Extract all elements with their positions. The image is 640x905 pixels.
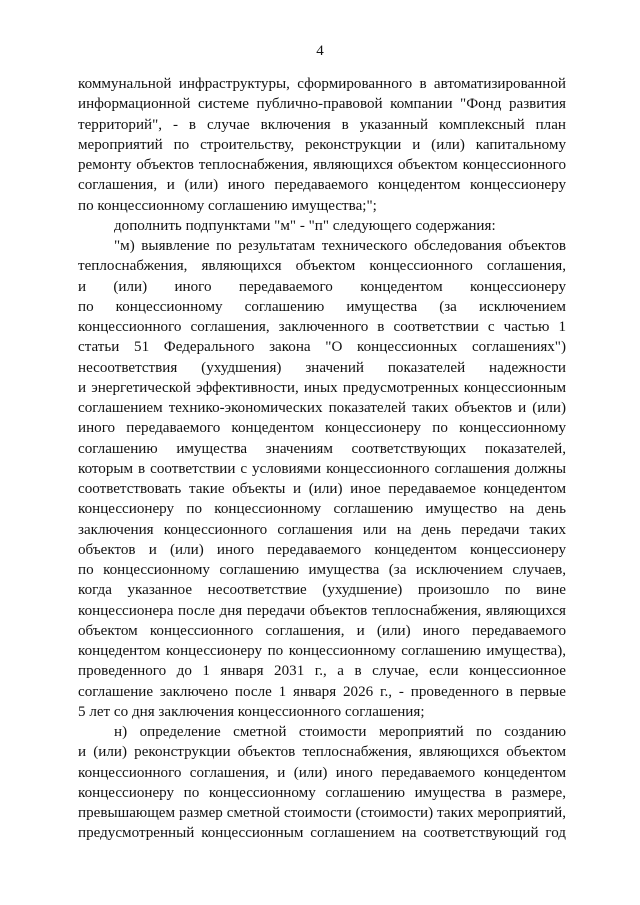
text-line: и (или) иного передаваемого концедентом концессионеру	[78, 278, 566, 295]
text-line: соглашением технико-экономических показателей таких объектов и (или)	[78, 400, 566, 416]
text-line: объектом концессионного соглашения, и (или) иного передаваемого	[78, 622, 566, 639]
document-body	[78, 74, 566, 844]
text-line: статьи 51 Федерального закона "О концессионных соглашениях")	[78, 339, 566, 356]
text-line: соглашение заключено после 1 января 2026 г., - проведенного в первые	[78, 683, 566, 700]
text-line: несоответствия (ухудшения) значений показателей надежности	[78, 359, 566, 376]
text-line: иного передаваемого концедентом концессионеру по концессионному	[78, 420, 566, 437]
text-line: н) определение сметной стоимости мероприятий по созданию	[114, 724, 566, 740]
text-line: концессионеру по концессионному соглашению имущества в размере,	[78, 784, 566, 801]
text-line: соответствовать такие объекты и (или) иное передаваемое концедентом	[78, 481, 566, 497]
text-line: по концессионному соглашению имущества (за исключением случаев,	[78, 562, 566, 578]
text-line: концессионеру по концессионному соглашению имущество на день	[78, 501, 566, 518]
page-number: 4	[316, 43, 324, 59]
text-line: превышающем размер сметной стоимости (стоимости) таких мероприятий,	[78, 805, 566, 821]
text-line: мероприятий по строительству, реконструкции и (или) капитальному	[78, 136, 566, 153]
text-line: "м) выявление по результатам технического обследования объектов	[114, 238, 566, 254]
text-line: концессионного соглашения, и (или) иного передаваемого концедентом	[78, 764, 566, 781]
text-line: по концессионному соглашению имущества;";	[78, 197, 377, 214]
text-line: дополнить подпунктами "м" - "п" следующего содержания:	[114, 217, 496, 234]
text-line: теплоснабжения, являющихся объектом концессионного соглашения,	[78, 258, 566, 275]
text-line: концессионера после дня передачи объектов теплоснабжения, являющихся	[78, 602, 566, 619]
text-line: соглашению имущества значениям соответствующих показателей,	[78, 440, 566, 457]
text-line: по концессионному соглашению имущества (за исключением	[78, 298, 566, 315]
text-line: ремонту объектов теплоснабжения, являющихся объектом концессионного	[78, 157, 566, 173]
text-line: территорий", - в случае включения в указанный комплексный план	[78, 116, 566, 133]
text-line: концедентом концессионеру по концессионному соглашению имущества),	[78, 643, 566, 659]
text-line: соглашения, и (или) иного передаваемого концедентом концессионеру	[78, 177, 566, 194]
text-line: коммунальной инфраструктуры, сформированного в автоматизированной	[78, 76, 566, 92]
text-line: заключения концессионного соглашения или на день передачи таких	[78, 521, 566, 538]
text-line: и энергетической эффективности, иных предусмотренных концессионным	[78, 379, 566, 396]
text-line: 5 лет со дня заключения концессионного соглашения;	[78, 703, 425, 720]
text-line: и (или) реконструкции объектов теплоснабжения, являющихся объектом	[78, 744, 566, 761]
text-line: которым в соответствии с условиями концессионного соглашения должны	[78, 460, 566, 477]
text-line: концессионного соглашения, заключенного в соответствии с частью 1	[78, 319, 566, 335]
text-line: предусмотренный концессионным соглашением на соответствующий год	[78, 825, 566, 842]
text-line: информационной системе публично-правовой компании "Фонд развития	[78, 96, 566, 113]
text-line: объектов и (или) иного передаваемого концедентом концессионеру	[78, 541, 566, 558]
text-line: когда указанное несоответствие (ухудшение) произошло по вине	[78, 582, 566, 599]
text-line: проведенного до 1 января 2031 г., а в случае, если концессионное	[78, 663, 566, 680]
